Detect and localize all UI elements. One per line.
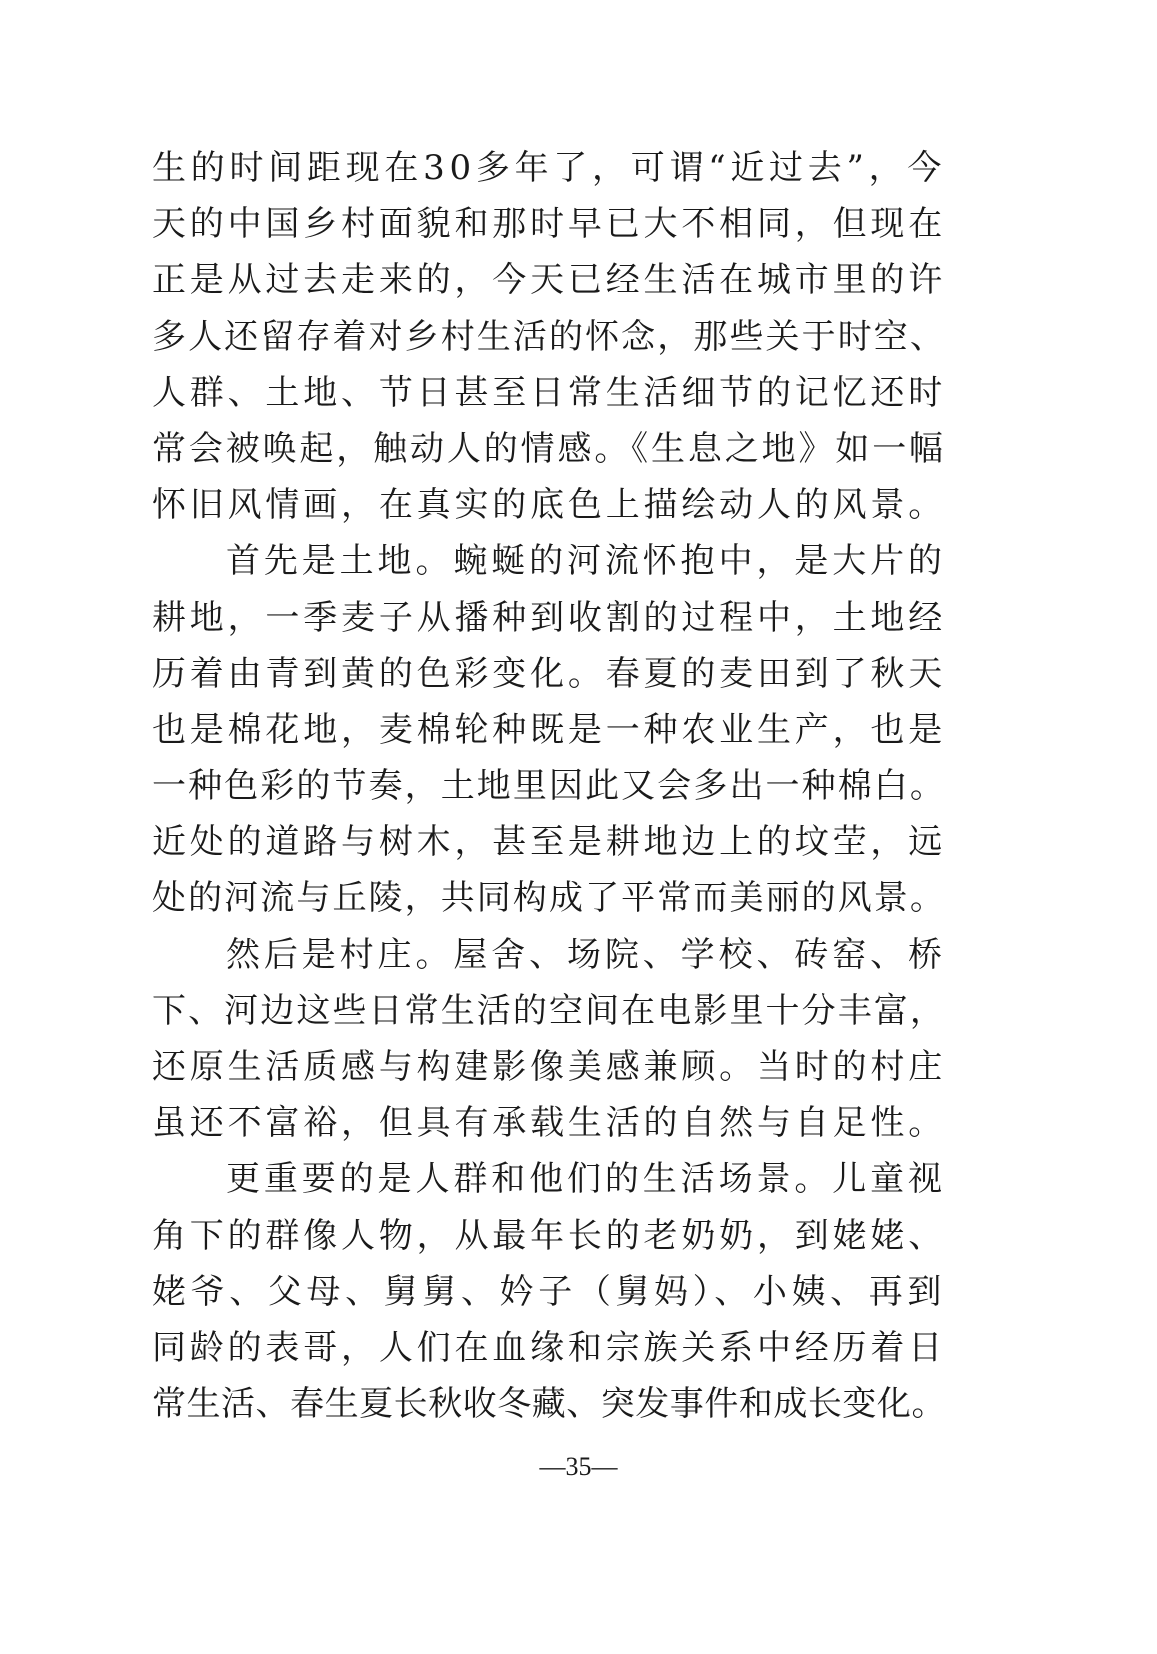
text-line: 还原生活质感与构建影像美感兼顾。当时的村庄 [152, 1047, 947, 1087]
text-line: 姥爷、父母、舅舅、妗子（舅妈）、小姨、再到 [152, 1271, 947, 1312]
text-line: 天的中国乡村面貌和那时早已大不相同，但现在 [152, 204, 947, 245]
document-body [152, 140, 946, 1432]
text-line: 耕地，一季麦子从播种到收割的过程中，土地经 [152, 597, 947, 638]
text-line: 角下的群像人物，从最年长的老奶奶，到姥姥、 [152, 1215, 947, 1256]
paragraph-first-line: 然后是村庄。屋舍、场院、学校、砖窑、桥 [226, 934, 946, 975]
text-line: 多人还留存着对乡村生活的怀念，那些关于时空、 [152, 316, 946, 357]
text-line: 常会被唤起，触动人的情感。《生息之地》如一幅 [152, 428, 946, 469]
page-number: —35— [539, 1452, 618, 1481]
text-line: 常生活、春生夏长秋收冬藏、突发事件和成长变化。 [152, 1384, 946, 1425]
text-line: 同龄的表哥，人们在血缘和宗族关系中经历着日 [152, 1327, 947, 1368]
text-line: 近处的道路与树木，甚至是耕地边上的坟茔，远 [152, 822, 947, 863]
paragraph-first-line: 首先是土地。蜿蜒的河流怀抱中，是大片的 [226, 541, 946, 582]
text-line: 处的河流与丘陵，共同构成了平常而美丽的风景。 [152, 878, 946, 919]
text-line: 人群、土地、节日甚至日常生活细节的记忆还时 [152, 372, 947, 413]
text-line: 下、河边这些日常生活的空间在电影里十分丰富， [152, 990, 946, 1031]
text-line: 一种色彩的节奏，土地里因此又会多出一种棉白。 [152, 766, 946, 807]
text-line: 也是棉花地，麦棉轮种既是一种农业生产，也是 [152, 709, 947, 750]
text-line: 生的时间距现在30多年了，可谓“近过去”，今 [152, 148, 947, 188]
text-line: 正是从过去走来的，今天已经生活在城市里的许 [152, 260, 947, 301]
paragraph-first-line: 更重要的是人群和他们的生活场景。儿童视 [226, 1159, 946, 1200]
text-line: 历着由青到黄的色彩变化。春夏的麦田到了秋天 [152, 653, 947, 694]
text-line: 怀旧风情画，在真实的底色上描绘动人的风景。 [152, 485, 947, 526]
text-line: 虽还不富裕，但具有承载生活的自然与自足性。 [152, 1103, 947, 1144]
